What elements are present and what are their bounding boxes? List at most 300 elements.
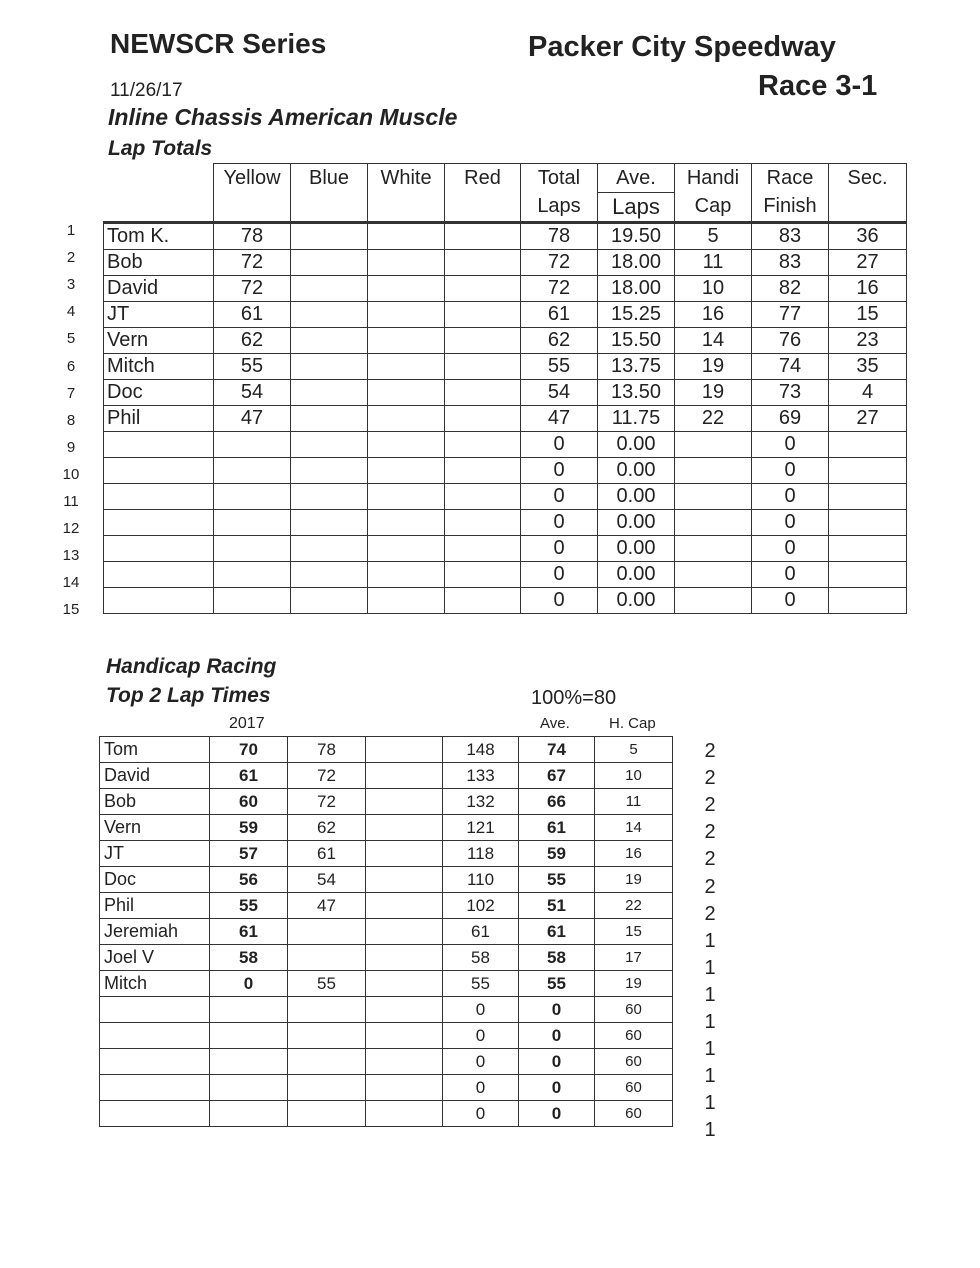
percent-note: 100%=80 — [531, 687, 617, 709]
cell-white — [368, 562, 445, 588]
cell-sum: 0 — [443, 1101, 519, 1127]
cell-c2: 78 — [288, 737, 366, 763]
cell-sec — [829, 588, 907, 614]
cell-c2017: 0 — [210, 971, 288, 997]
race-title: Race 3-1 — [758, 70, 878, 102]
cell-sum: 110 — [443, 867, 519, 893]
cell-sum: 0 — [443, 1075, 519, 1101]
cell-ave: 15.25 — [598, 302, 675, 328]
cell-c3 — [366, 867, 443, 893]
cell-c3 — [366, 763, 443, 789]
cell-hcap: 22 — [595, 893, 673, 919]
cell-yellow — [214, 536, 291, 562]
cell-handicap — [675, 562, 752, 588]
column-header-line2: Laps — [537, 195, 581, 217]
cell-red — [445, 562, 521, 588]
column-header — [214, 164, 291, 223]
cell-sec: 27 — [829, 250, 907, 276]
cell-blue — [291, 250, 368, 276]
cell-name: Bob — [104, 250, 214, 276]
cell-blue — [291, 223, 368, 250]
cell-name: Doc — [104, 380, 214, 406]
cell-hcap: 60 — [595, 1075, 673, 1101]
cell-sum: 0 — [443, 1049, 519, 1075]
cell-sec: 23 — [829, 328, 907, 354]
table-row — [104, 484, 907, 510]
row-number: 1 — [66, 222, 76, 239]
cell-sum: 132 — [443, 789, 519, 815]
cell-handicap — [675, 458, 752, 484]
lap-count: 2 — [704, 848, 716, 871]
cell-c2: 72 — [288, 789, 366, 815]
cell-name — [104, 432, 214, 458]
table-row — [100, 919, 673, 945]
cell-white — [368, 380, 445, 406]
cell-ave: 58 — [519, 945, 595, 971]
cell-white — [368, 432, 445, 458]
cell-total: 0 — [521, 458, 598, 484]
cell-name: Mitch — [104, 354, 214, 380]
cell-hcap: 17 — [595, 945, 673, 971]
table-row — [104, 406, 907, 432]
cell-ave: 11.75 — [598, 406, 675, 432]
column-header-line1: Handi — [686, 167, 740, 189]
cell-c3 — [366, 789, 443, 815]
cell-total: 55 — [521, 354, 598, 380]
table-row — [100, 1075, 673, 1101]
row-number: 13 — [62, 547, 80, 565]
cell-white — [368, 484, 445, 510]
series-title: NEWSCR Series — [110, 28, 327, 59]
cell-c3 — [366, 997, 443, 1023]
table-row — [104, 354, 907, 380]
cell-total: 0 — [521, 484, 598, 510]
column-header-line1: Total — [537, 167, 581, 189]
cell-name: Tom — [100, 737, 210, 763]
cell-handicap: 16 — [675, 302, 752, 328]
cell-hcap: 16 — [595, 841, 673, 867]
cell-hcap: 19 — [595, 867, 673, 893]
table-row — [104, 510, 907, 536]
cell-name: Bob — [100, 789, 210, 815]
cell-blue — [291, 536, 368, 562]
cell-c3 — [366, 919, 443, 945]
cell-name: Jeremiah — [100, 919, 210, 945]
cell-ave: 55 — [519, 867, 595, 893]
row-number: 4 — [66, 303, 76, 321]
cell-white — [368, 276, 445, 302]
cell-name — [104, 588, 214, 614]
cell-name: Doc — [100, 867, 210, 893]
table-row — [100, 1101, 673, 1127]
cell-sum: 61 — [443, 919, 519, 945]
cell-ave: 59 — [519, 841, 595, 867]
cell-ave: 0.00 — [598, 432, 675, 458]
cell-sec — [829, 484, 907, 510]
cell-ave: 19.50 — [598, 223, 675, 250]
cell-hcap: 11 — [595, 789, 673, 815]
row-number: 12 — [62, 520, 80, 538]
cell-c2017: 56 — [210, 867, 288, 893]
cell-total: 72 — [521, 250, 598, 276]
cell-red — [445, 380, 521, 406]
cell-yellow — [214, 510, 291, 536]
cell-red — [445, 354, 521, 380]
lap-count: 1 — [704, 1119, 716, 1142]
row-number: 10 — [62, 465, 80, 483]
cell-ave: 0 — [519, 1049, 595, 1075]
cell-ave: 0.00 — [598, 458, 675, 484]
cell-ave: 0.00 — [598, 484, 675, 510]
cell-finish: 0 — [752, 510, 829, 536]
cell-c2 — [288, 919, 366, 945]
cell-ave: 0 — [519, 1101, 595, 1127]
cell-finish: 77 — [752, 302, 829, 328]
cell-yellow — [214, 432, 291, 458]
cell-c2017 — [210, 1023, 288, 1049]
cell-sec — [829, 432, 907, 458]
cell-c2017: 55 — [210, 893, 288, 919]
table-row — [100, 789, 673, 815]
cell-hcap: 60 — [595, 997, 673, 1023]
lap-count: 2 — [704, 794, 716, 817]
cell-yellow — [214, 562, 291, 588]
lap-count: 1 — [704, 929, 716, 952]
table-row — [100, 893, 673, 919]
column-header-line2: Cap — [694, 195, 732, 217]
cell-yellow: 62 — [214, 328, 291, 354]
cell-hcap: 60 — [595, 1101, 673, 1127]
cell-ave: 67 — [519, 763, 595, 789]
race-class: Inline Chassis American Muscle — [108, 104, 458, 130]
cell-red — [445, 432, 521, 458]
cell-c2 — [288, 1023, 366, 1049]
cell-c2 — [288, 1075, 366, 1101]
cell-yellow: 72 — [214, 250, 291, 276]
cell-finish: 0 — [752, 536, 829, 562]
cell-sec — [829, 536, 907, 562]
table-row — [104, 432, 907, 458]
cell-ave: 66 — [519, 789, 595, 815]
cell-red — [445, 588, 521, 614]
cell-yellow — [214, 484, 291, 510]
cell-total: 54 — [521, 380, 598, 406]
cell-sec — [829, 458, 907, 484]
cell-yellow: 72 — [214, 276, 291, 302]
cell-hcap: 15 — [595, 919, 673, 945]
cell-blue — [291, 510, 368, 536]
lap-count: 1 — [704, 1092, 716, 1115]
cell-red — [445, 484, 521, 510]
row-number: 7 — [66, 384, 76, 402]
cell-blue — [291, 276, 368, 302]
cell-blue — [291, 588, 368, 614]
cell-blue — [291, 484, 368, 510]
table-row — [104, 250, 907, 276]
cell-name: Vern — [104, 328, 214, 354]
cell-sum: 0 — [443, 997, 519, 1023]
cell-hcap: 60 — [595, 1023, 673, 1049]
cell-white — [368, 354, 445, 380]
cell-name — [100, 997, 210, 1023]
lap-count: 1 — [704, 1011, 716, 1033]
lap-count: 1 — [704, 1038, 716, 1061]
cell-handicap: 19 — [675, 380, 752, 406]
cell-total: 78 — [521, 223, 598, 250]
cell-finish: 73 — [752, 380, 829, 406]
lap-count: 2 — [704, 875, 716, 898]
table-row — [104, 562, 907, 588]
table-row — [104, 458, 907, 484]
cell-yellow: 78 — [214, 223, 291, 250]
cell-sec: 35 — [829, 354, 907, 380]
col-ave-label: Ave. — [540, 715, 570, 732]
top2-heading: Top 2 Lap Times — [106, 684, 271, 707]
row-number: 9 — [66, 438, 76, 456]
cell-ave: 55 — [519, 971, 595, 997]
cell-finish: 0 — [752, 562, 829, 588]
cell-white — [368, 406, 445, 432]
cell-yellow: 47 — [214, 406, 291, 432]
cell-red — [445, 458, 521, 484]
cell-c3 — [366, 1075, 443, 1101]
cell-finish: 74 — [752, 354, 829, 380]
cell-total: 62 — [521, 328, 598, 354]
cell-blue — [291, 380, 368, 406]
cell-c2017: 58 — [210, 945, 288, 971]
speedway-title: Packer City Speedway — [528, 31, 836, 63]
cell-name — [104, 484, 214, 510]
cell-sec: 15 — [829, 302, 907, 328]
lap-count: 1 — [704, 956, 716, 979]
cell-red — [445, 223, 521, 250]
cell-white — [368, 302, 445, 328]
cell-handicap: 22 — [675, 406, 752, 432]
table-row — [100, 1049, 673, 1075]
cell-ave: 0.00 — [598, 588, 675, 614]
col-2017-label: 2017 — [229, 715, 265, 732]
cell-total: 0 — [521, 562, 598, 588]
column-header — [829, 164, 907, 223]
cell-ave: 0 — [519, 1023, 595, 1049]
cell-c2017: 60 — [210, 789, 288, 815]
lap-totals-heading: Lap Totals — [108, 137, 213, 160]
cell-sec: 16 — [829, 276, 907, 302]
cell-c3 — [366, 945, 443, 971]
row-number: 5 — [66, 330, 76, 348]
cell-name — [104, 536, 214, 562]
cell-sec: 36 — [829, 223, 907, 250]
row-number: 11 — [63, 493, 79, 510]
row-number: 14 — [62, 574, 80, 592]
cell-blue — [291, 406, 368, 432]
cell-ave: 0.00 — [598, 536, 675, 562]
cell-sec: 4 — [829, 380, 907, 406]
cell-c3 — [366, 737, 443, 763]
cell-total: 0 — [521, 536, 598, 562]
cell-sum: 121 — [443, 815, 519, 841]
column-header — [521, 164, 598, 223]
cell-finish: 83 — [752, 250, 829, 276]
cell-name — [100, 1049, 210, 1075]
row-number: 15 — [62, 601, 80, 619]
cell-name: David — [104, 276, 214, 302]
cell-handicap — [675, 510, 752, 536]
cell-handicap — [675, 536, 752, 562]
cell-c2 — [288, 945, 366, 971]
lap-count: 2 — [704, 740, 716, 762]
cell-yellow — [214, 458, 291, 484]
table-row — [104, 276, 907, 302]
cell-handicap — [675, 484, 752, 510]
cell-c2017: 57 — [210, 841, 288, 867]
column-header-line2: Laps — [612, 194, 660, 219]
cell-handicap: 14 — [675, 328, 752, 354]
cell-c2: 55 — [288, 971, 366, 997]
cell-white — [368, 458, 445, 484]
cell-ave: 51 — [519, 893, 595, 919]
cell-ave: 0 — [519, 1075, 595, 1101]
column-header — [598, 164, 675, 223]
cell-name: David — [100, 763, 210, 789]
cell-ave: 74 — [519, 737, 595, 763]
cell-red — [445, 406, 521, 432]
cell-yellow: 54 — [214, 380, 291, 406]
cell-sum: 55 — [443, 971, 519, 997]
cell-white — [368, 223, 445, 250]
cell-white — [368, 588, 445, 614]
cell-total: 61 — [521, 302, 598, 328]
cell-c2 — [288, 1049, 366, 1075]
cell-c2017: 61 — [210, 919, 288, 945]
cell-c2017: 61 — [210, 763, 288, 789]
table-row — [104, 302, 907, 328]
lap-count: 2 — [704, 821, 716, 844]
cell-ave: 18.00 — [598, 276, 675, 302]
cell-c2017: 70 — [210, 737, 288, 763]
handicap-table — [99, 736, 673, 1127]
cell-name: JT — [104, 302, 214, 328]
lap-count: 2 — [704, 767, 716, 790]
cell-blue — [291, 458, 368, 484]
cell-sum: 0 — [443, 1023, 519, 1049]
table-row — [100, 971, 673, 997]
cell-name — [100, 1023, 210, 1049]
cell-handicap: 5 — [675, 223, 752, 250]
table-row — [100, 997, 673, 1023]
row-number: 6 — [66, 357, 76, 375]
lap-totals-table — [103, 163, 907, 614]
column-header-line1: Race — [766, 167, 814, 189]
cell-handicap — [675, 588, 752, 614]
cell-ave: 0.00 — [598, 510, 675, 536]
cell-name: Joel V — [100, 945, 210, 971]
cell-total: 72 — [521, 276, 598, 302]
table-row — [100, 1023, 673, 1049]
table-row — [100, 737, 673, 763]
column-header — [368, 164, 445, 223]
cell-red — [445, 302, 521, 328]
cell-sum: 58 — [443, 945, 519, 971]
cell-white — [368, 250, 445, 276]
cell-red — [445, 536, 521, 562]
header-blank-cell — [104, 164, 214, 223]
race-date: 11/26/17 — [110, 80, 183, 101]
cell-finish: 76 — [752, 328, 829, 354]
cell-white — [368, 328, 445, 354]
column-header — [445, 164, 521, 223]
cell-red — [445, 250, 521, 276]
cell-hcap: 10 — [595, 763, 673, 789]
column-header-line1: Ave. — [598, 164, 674, 193]
cell-ave: 13.75 — [598, 354, 675, 380]
column-header-line1: Red — [464, 167, 501, 189]
table-row — [100, 867, 673, 893]
cell-name — [100, 1101, 210, 1127]
cell-c2017 — [210, 1049, 288, 1075]
column-header-line1: Blue — [308, 167, 350, 189]
cell-finish: 0 — [752, 458, 829, 484]
table-row — [100, 841, 673, 867]
cell-handicap: 10 — [675, 276, 752, 302]
cell-sec: 27 — [829, 406, 907, 432]
cell-hcap: 5 — [595, 737, 673, 763]
cell-sum: 118 — [443, 841, 519, 867]
cell-name — [104, 510, 214, 536]
cell-name: Mitch — [100, 971, 210, 997]
cell-c2: 47 — [288, 893, 366, 919]
col-hcap-label: H. Cap — [609, 715, 656, 732]
column-header-line2: Finish — [763, 195, 817, 217]
cell-c3 — [366, 893, 443, 919]
cell-handicap — [675, 432, 752, 458]
table-row — [104, 588, 907, 614]
cell-blue — [291, 302, 368, 328]
cell-finish: 69 — [752, 406, 829, 432]
table-row — [100, 763, 673, 789]
cell-name: Tom K. — [104, 223, 214, 250]
cell-c2: 54 — [288, 867, 366, 893]
table-row — [104, 223, 907, 250]
cell-name: JT — [100, 841, 210, 867]
cell-c2017 — [210, 997, 288, 1023]
cell-finish: 83 — [752, 223, 829, 250]
cell-total: 0 — [521, 432, 598, 458]
cell-sec — [829, 562, 907, 588]
cell-c3 — [366, 841, 443, 867]
cell-yellow: 61 — [214, 302, 291, 328]
cell-c3 — [366, 1049, 443, 1075]
row-number: 2 — [66, 249, 76, 267]
column-header-line1: White — [380, 167, 432, 189]
cell-c2017 — [210, 1075, 288, 1101]
cell-total: 47 — [521, 406, 598, 432]
cell-c2: 61 — [288, 841, 366, 867]
cell-blue — [291, 328, 368, 354]
cell-name: Vern — [100, 815, 210, 841]
cell-red — [445, 276, 521, 302]
table-row — [104, 536, 907, 562]
cell-total: 0 — [521, 510, 598, 536]
cell-hcap: 14 — [595, 815, 673, 841]
row-number: 3 — [66, 276, 76, 294]
cell-ave: 18.00 — [598, 250, 675, 276]
cell-ave: 0 — [519, 997, 595, 1023]
cell-sec — [829, 510, 907, 536]
cell-red — [445, 328, 521, 354]
cell-finish: 0 — [752, 484, 829, 510]
cell-c2: 62 — [288, 815, 366, 841]
